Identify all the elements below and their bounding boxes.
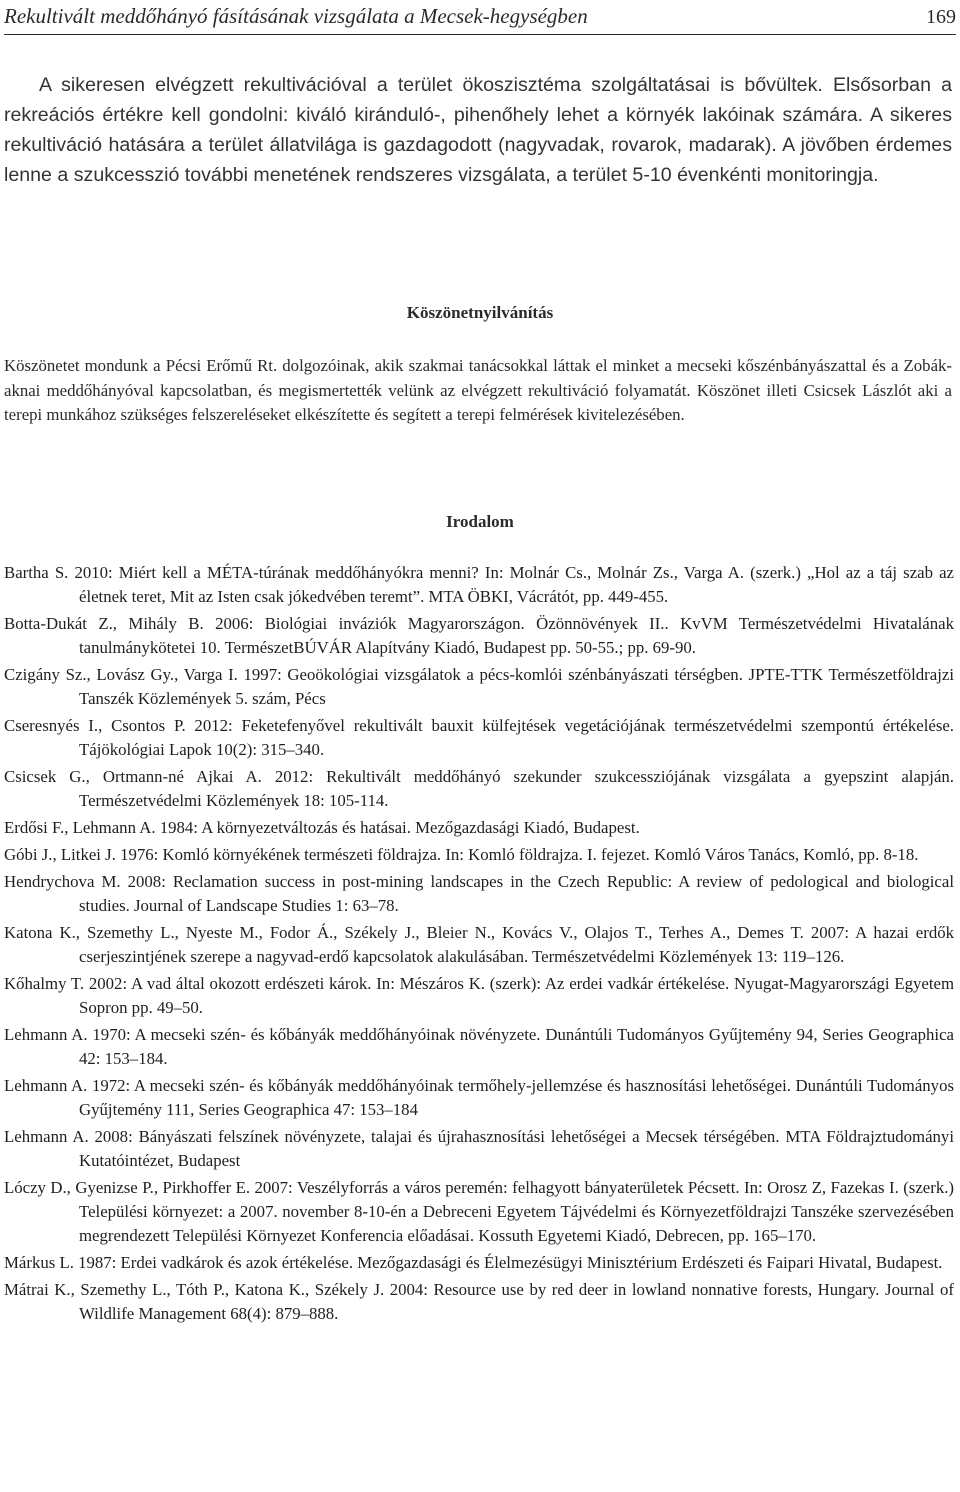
reference-item: Bartha S. 2010: Miért kell a MÉTA-túrának meddőhányókra menni? In: Molnár Cs., Molnár Zs., Varga A. (szerk.) „Hol az a táj szab az életnek teret, Mit az Isten csak jókedvében teremt”. MTA ÖBKI, Vácrátót, pp. 449-455. (4, 563, 954, 606)
reference-item: Mátrai K., Szemethy L., Tóth P., Katona K., Székely J. 2004: Resource use by red deer in lowland nonnative forests, Hungary. Journal of Wildlife Management 68(4): 879–888. (4, 1280, 954, 1323)
reference-item: Lehmann A. 2008: Bányászati felszínek növényzete, talajai és újrahasznosítási lehetőségei a Mecsek térségében. MTA Földrajztudományi Kutatóintézet, Budapest (4, 1127, 954, 1170)
reference-item: Czigány Sz., Lovász Gy., Varga I. 1997: Geoökológiai vizsgálatok a pécs-komlói szénbányászati térségben. JPTE-TTK Természetföldrajzi Tanszék Közlemények 5. szám, Pécs (4, 665, 954, 708)
reference-item: Lehmann A. 1972: A mecseki szén- és kőbányák meddőhányóinak termőhely-jellemzése és hasznosítási lehetőségei. Dunántúli Tudományos Gyűjtemény 111, Series Geographica 47: 153–184 (4, 1076, 954, 1119)
reference-item: Márkus L. 1987: Erdei vadkárok és azok értékelése. Mezőgazdasági és Élelmezésügyi Minisztérium Erdészeti és Faipari Hivatal, Budapest. (4, 1253, 943, 1272)
running-title: Rekultivált meddőhányó fásításának vizsgálata a Mecsek-hegységben (4, 4, 588, 28)
acknowledgements-heading: Köszönetnyilvánítás (406, 303, 554, 322)
reference-item: Botta-Dukát Z., Mihály B. 2006: Biológiai inváziók Magyarországon. Özönnövények II.. KvVM Természetvédelmi Hivatalának tanulmánykötetei 10. TermészetBÚVÁR Alapítvány Kiadó, Budapest pp. 50-55.; pp. 69-90. (4, 614, 954, 657)
reference-item: Csicsek G., Ortmann-né Ajkai A. 2012: Rekultivált meddőhányó szekunder szukcessziójának vizsgálata a gyepszint alapján. Természetvédelmi Közlemények 18: 105-114. (4, 767, 954, 810)
reference-item: Erdősi F., Lehmann A. 1984: A környezetváltozás és hatásai. Mezőgazdasági Kiadó, Budapest. (4, 818, 640, 837)
reference-item: Lóczy D., Gyenizse P., Pirkhoffer E. 2007: Veszélyforrás a város peremén: felhagyott bányaterületek Pécsett. In: Orosz Z, Fazekas I. (szerk.) Települési környezet: a 2007. november 8-10-én a Debreceni Egyetem Tájvédelmi és Környezetföldrajzi Tanszéke szervezésében megrendezett Települési Környezet Konferencia előadásai. Kossuth Egyetemi Kiadó, Debrecen, pp. 165–170. (4, 1178, 954, 1245)
reference-item: Hendrychova M. 2008: Reclamation success in post-mining landscapes in the Czech Republic: A review of pedological and biological studies. Journal of Landscape Studies 1: 63–78. (4, 872, 954, 915)
reference-item: Kőhalmy T. 2002: A vad által okozott erdészeti károk. In: Mészáros K. (szerk): Az erdei vadkár értékelése. Nyugat-Magyarországi Egyetem Sopron pp. 49–50. (4, 974, 954, 1017)
reference-item: Góbi J., Litkei J. 1976: Komló környékének természeti földrajza. In: Komló földrajza. I. fejezet. Komló Város Tanács, Komló, pp. 8-18. (4, 845, 919, 864)
acknowledgements-paragraph: Köszönetet mondunk a Pécsi Erőmű Rt. dolgozóinak, akik szakmai tanácsokkal láttak el minket a mecseki kőszénbányászattal és a Zobák-aknai meddőhányóval kapcsolatban, és megismertették velünk az elvégzett rekultiváció folyamatát. Köszönet illeti Csicsek Lászlót aki a terepi munkához szükséges felszereléseket elkészítette és segített a terepi felmérések kivitelezésében. (4, 356, 952, 424)
reference-list (4, 561, 954, 1329)
page-number: 169 (926, 6, 956, 28)
reference-item: Cseresnyés I., Csontos P. 2012: Feketefenyővel rekultivált bauxit külfejtések vegetációjának természetvédelmi szempontú értékelése. Tájökológiai Lapok 10(2): 315–340. (4, 716, 954, 759)
intro-paragraph: A sikeresen elvégzett rekultivációval a terület ökoszisztéma szolgáltatásai is bővültek. Elsősorban a rekreációs értékre kell gondolni: kiváló kiránduló-, pihenőhely lehet a környék lakóinak számára. A sikeres rekultiváció hatására a terület állatvilága is gazdagodott (nagyvadak, rovarok, madarak). A jövőben érdemes lenne a szukcesszió további menetének rendszeres vizsgálata, a terület 5-10 évenkénti monitoringja. (4, 74, 952, 186)
reference-item: Katona K., Szemethy L., Nyeste M., Fodor Á., Székely J., Bleier N., Kovács V., Olajos T., Terhes A., Demes T. 2007: A hazai erdők cserjeszintjének szerepe a nagyvad-erdő kapcsolatok alakulásában. Természetvédelmi Közlemények 13: 119–126. (4, 923, 954, 966)
reference-item: Lehmann A. 1970: A mecseki szén- és kőbányák meddőhányóinak növényzete. Dunántúli Tudományos Gyűjtemény 94, Series Geographica 42: 153–184. (4, 1025, 954, 1068)
references-heading: Irodalom (446, 512, 514, 531)
running-header (4, 2, 956, 35)
